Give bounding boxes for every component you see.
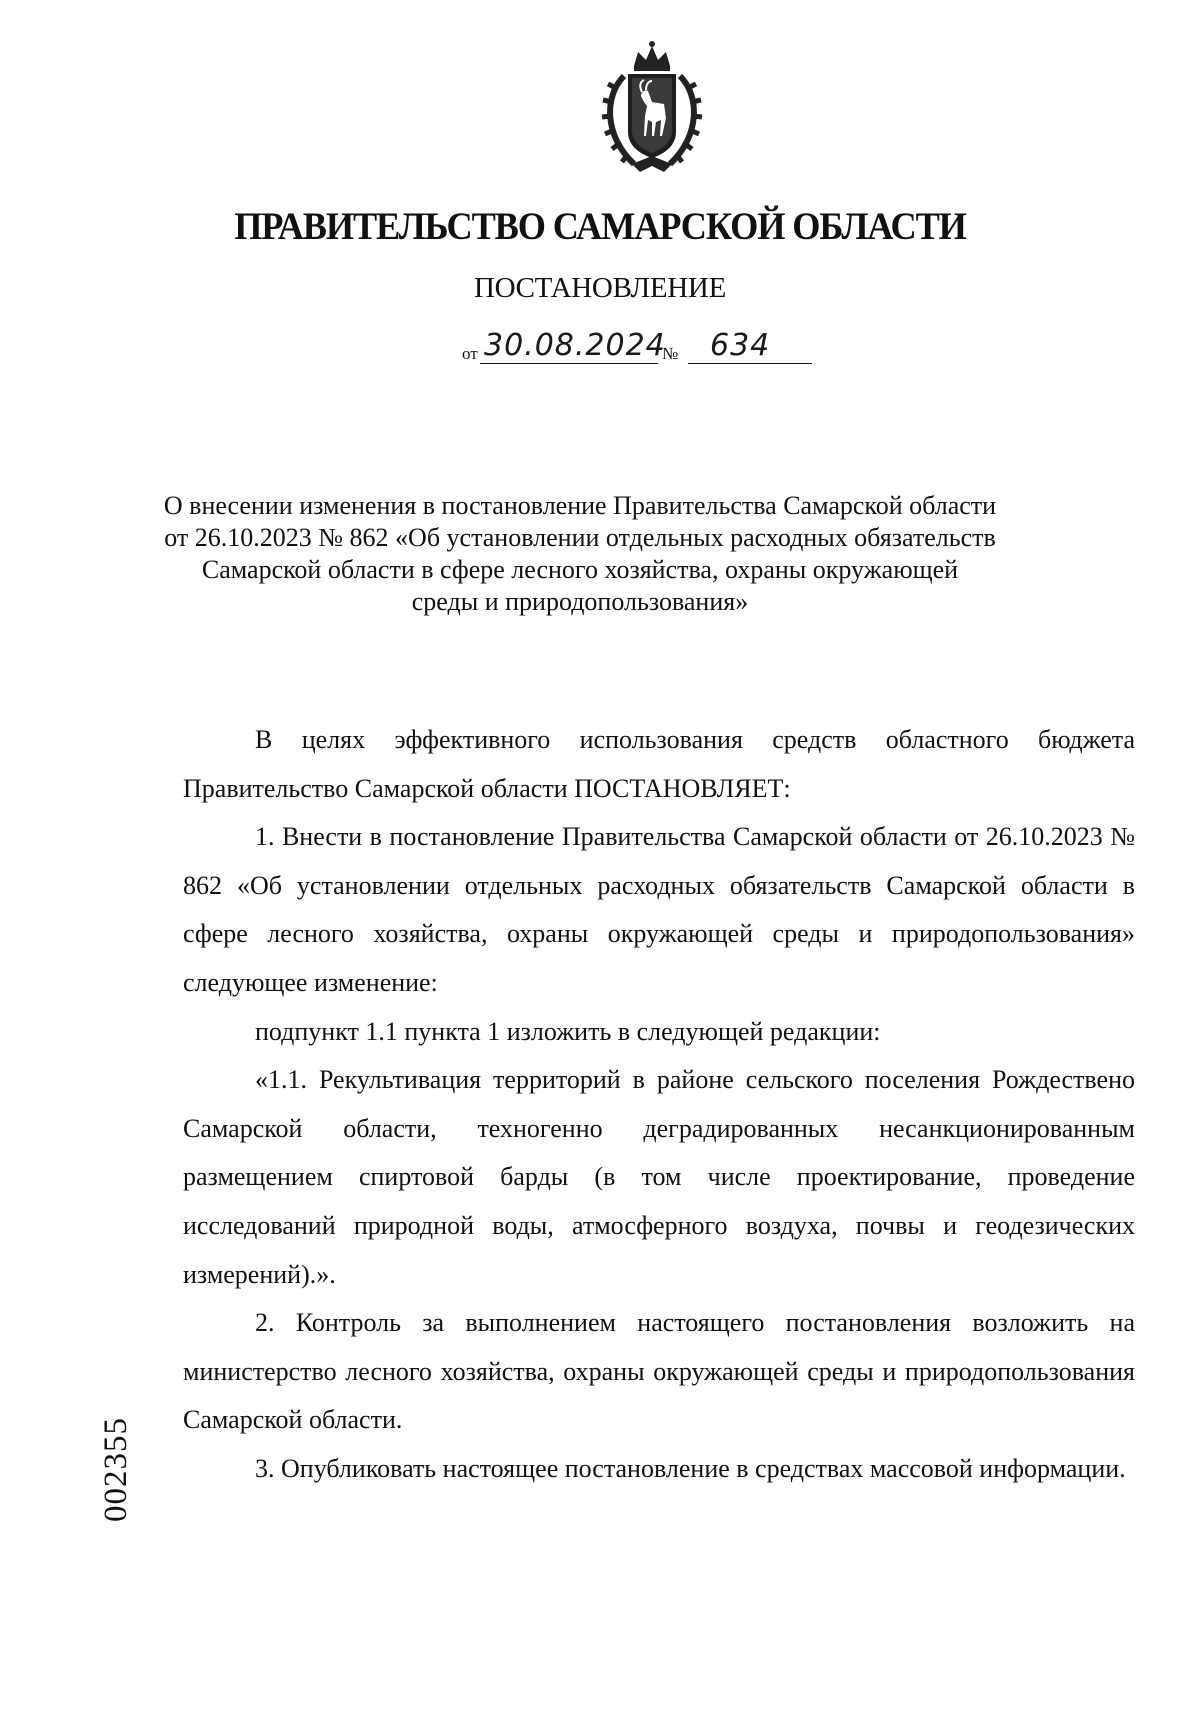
document-type: ПОСТАНОВЛЕНИЕ [473,272,726,304]
subject-line: от 26.10.2023 № 862 «Об установлении отдельных расходных обязательств [164,523,996,552]
handwritten-date: 30.08.2024 [484,328,666,363]
date-number-line [462,328,862,366]
clause-3-paragraph: 3. Опубликовать настоящее постановление в средствах массовой информации. [255,1453,1126,1483]
number-underline [688,363,812,364]
subclause-instruction-paragraph: подпункт 1.1 пункта 1 изложить в следующей редакции: [255,1016,881,1046]
subject-line: О внесении изменения в постановление Правительства Самарской области [163,491,997,520]
clause-1-paragraph: 1. Внести в постановление Правительства Самарской области от 26.10.2023 № 862 «Об установлении отдельных расходных обязательств Самарской области в сфере лесного хозяйства, охраны окружающей среды и природопользования» следующее изменение: [183,822,1135,997]
new-subclause-text-paragraph: «1.1. Рекультивация территорий в районе сельского поселения Рождествено Самарской области, техногенно деградированных несанкционированным размещением спиртовой барды (в том числе проектирование, проведение исследований природной воды, атмосферного воздуха, почвы и геодезических измерений).». [183,1065,1135,1289]
handwritten-number: 634 [710,328,771,363]
subject-line: Самарской области в сфере лесного хозяйства, охраны окружающей [201,555,959,584]
clause-2-paragraph: 2. Контроль за выполнением настоящего постановления возложить на министерство лесного хозяйства, охраны окружающей среды и природопользования Самарской области. [183,1308,1135,1435]
subject-line: среды и природопользования» [411,587,749,616]
samara-coat-of-arms-icon [594,36,710,176]
document-subject [160,490,1000,618]
number-prefix: № [662,344,679,363]
organization-title: ПРАВИТЕЛЬСТВО САМАРСКОЙ ОБЛАСТИ [234,205,966,248]
registration-side-number: 002355 [98,1417,134,1522]
preamble-paragraph: В целях эффективного использования средств областного бюджета Правительство Самарской области ПОСТАНОВЛЯЕТ: [183,725,1135,803]
date-prefix: от [462,344,478,363]
document-body [183,716,1135,1494]
date-underline [480,363,658,364]
